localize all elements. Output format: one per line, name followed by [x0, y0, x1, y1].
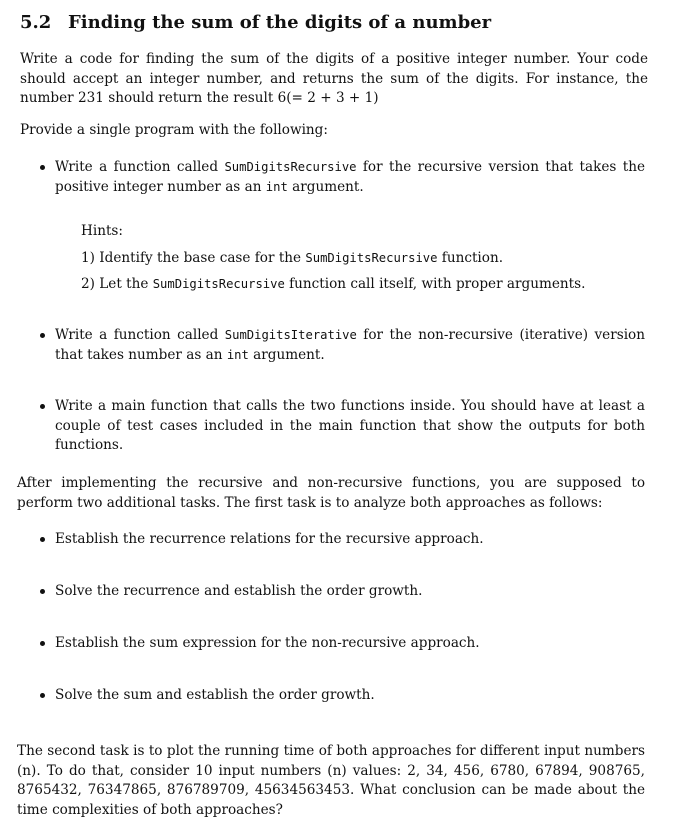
bullet-text: Write a function called — [55, 159, 225, 175]
type-code: int — [226, 347, 249, 362]
task-item: Solve the sum and establish the order growth. — [55, 687, 375, 703]
section-heading — [20, 10, 491, 36]
bullet-dot — [40, 693, 45, 698]
bullet-text: argument. — [248, 346, 325, 363]
bullet-dot — [40, 404, 45, 409]
provide-line: Provide a single program with the following: — [20, 122, 328, 138]
task-item: Establish the sum expression for the non-recursive approach. — [55, 635, 480, 651]
after-paragraph: After implementing the recursive and non-recursive functions, you are supposed to perform two additional tasks. The first task is to analyze both approaches as follows: — [17, 475, 645, 511]
hint-2 — [81, 275, 585, 295]
task-item: Solve the recurrence and establish the order growth. — [55, 583, 423, 599]
bullet-text: Write a function called — [55, 327, 225, 343]
type-code: int — [265, 179, 288, 194]
hint-1 — [81, 249, 503, 269]
hint-text: function call itself, with proper arguments. — [284, 276, 586, 292]
bullet-recursive — [55, 158, 645, 197]
function-name-code: SumDigitsRecursive — [305, 251, 438, 265]
bullet-dot — [40, 641, 45, 646]
bullet-text: for the recursive version that takes the positive integer number as an — [55, 159, 646, 195]
bullet-text: argument. — [287, 178, 364, 195]
bullet-iterative — [55, 326, 645, 365]
second-task-paragraph: The second task is to plot the running time of both approaches for different input numbers (n). To do that, consider 10 input numbers (n) values: 2, 34, 456, 6780, 67894, 908765, 8765432, 76347865, 876789709, 45634563453. What conclusion can be made about the time complexities of both approaches? — [17, 743, 645, 818]
task-item: Establish the recurrence relations for the recursive approach. — [55, 531, 484, 547]
function-name-code: SumDigitsIterative — [224, 328, 357, 342]
hint-text: 1) Identify the base case for the — [81, 250, 306, 266]
bullet-dot — [40, 333, 45, 338]
bullet-dot — [40, 537, 45, 542]
hint-text: 2) Let the — [81, 276, 153, 292]
function-name-code: SumDigitsRecursive — [224, 160, 357, 174]
bullet-dot — [40, 589, 45, 594]
bullet-main-function: Write a main function that calls the two functions inside. You should have at least a couple of test cases included in the main function that show the outputs for both functions. — [55, 398, 645, 453]
section-number: 5.2 — [20, 12, 52, 33]
bullet-text: for the non-recursive (iterative) version that takes number as an — [55, 327, 645, 363]
hint-text: function. — [437, 250, 504, 266]
intro-paragraph: Write a code for finding the sum of the digits of a positive integer number. Your code should accept an integer number, and returns the sum of the digits. For instance, the number 231 should return the result 6(= 2 + 3 + 1) — [20, 51, 648, 106]
bullet-dot — [40, 165, 45, 170]
hints-title: Hints: — [81, 223, 123, 239]
section-title: Finding the sum of the digits of a number — [68, 12, 492, 33]
function-name-code: SumDigitsRecursive — [152, 277, 285, 291]
